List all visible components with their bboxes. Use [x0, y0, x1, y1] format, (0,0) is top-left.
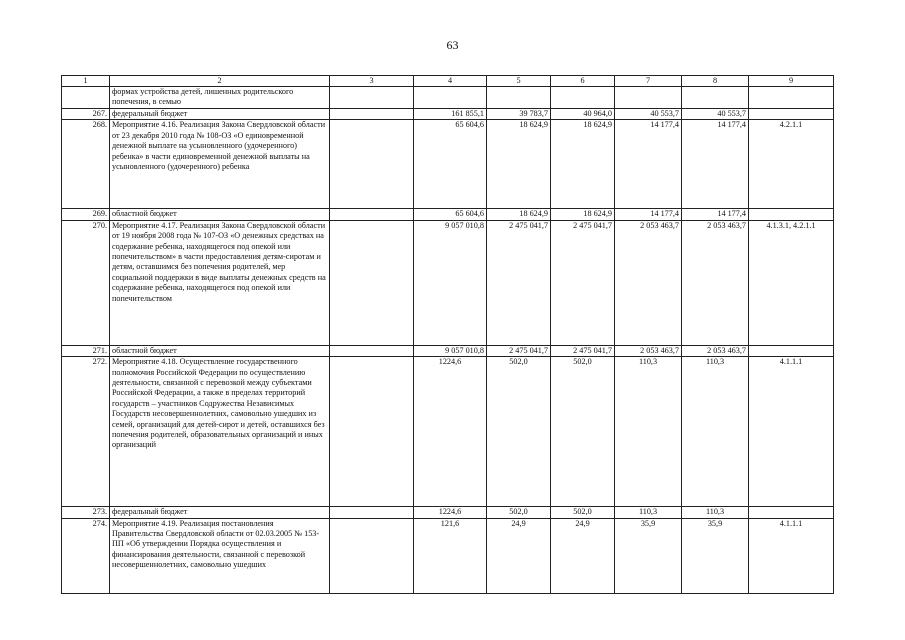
table-row — [62, 220, 834, 345]
table-row — [62, 345, 834, 356]
row-col-8: 14 177,4 — [682, 120, 749, 209]
header-col-3: 3 — [330, 76, 414, 87]
row-col-5: 2 475 041,7 — [487, 345, 551, 356]
row-col-8: 110,3 — [682, 357, 749, 507]
row-col-6: 18 624,9 — [551, 120, 615, 209]
row-description: Мероприятие 4.16. Реализация Закона Свердловской области от 23 декабря 2010 года № 108-ОЗ «О единовременной денежной выплате на усыновленного (удочеренного) ребенка» в части единовременной денежной выплаты на усыновленного (удочеренного) ребенка — [110, 120, 330, 209]
row-description: Мероприятие 4.17. Реализация Закона Свердловской области от 19 ноября 2008 года № 107-ОЗ «О денежных средствах на содержание ребенка, находящегося под опекой или попечительством» в части предоставления детям-сиротам и детям, оставшимся без попечения родителей, мер социальной поддержки в виде выплаты денежных средств на содержание ребенка, находящегося под опекой или попечительством — [110, 220, 330, 345]
row-number: 274. — [62, 518, 110, 593]
row-number: 269. — [62, 209, 110, 220]
row-col-5: 502,0 — [487, 507, 551, 518]
row-col-8: 40 553,7 — [682, 109, 749, 120]
row-col-6 — [551, 87, 615, 109]
row-col-9: 4.2.1.1 — [749, 120, 834, 209]
row-col-4: 161 855,1 — [414, 109, 487, 120]
header-col-7: 7 — [615, 76, 682, 87]
row-col-5: 39 783,7 — [487, 109, 551, 120]
row-col-4: 65 604,6 — [414, 209, 487, 220]
row-number: 271. — [62, 345, 110, 356]
row-col-3 — [330, 209, 414, 220]
row-col-9: 4.1.1.1 — [749, 357, 834, 507]
row-col-6: 502,0 — [551, 507, 615, 518]
row-number — [62, 87, 110, 109]
row-col-3 — [330, 87, 414, 109]
row-col-5: 2 475 041,7 — [487, 220, 551, 345]
table-row — [62, 120, 834, 209]
header-col-8: 8 — [682, 76, 749, 87]
row-col-9: 4.1.1.1 — [749, 518, 834, 593]
row-col-8: 2 053 463,7 — [682, 345, 749, 356]
row-col-3 — [330, 507, 414, 518]
row-description: Мероприятие 4.19. Реализация постановления Правительства Свердловской области от 02.03.2005 № 153-ПП «Об утверждении Порядка осуществления и финансирования деятельности, связанной с перевозкой несовершеннолетних, самовольно ушедших — [110, 518, 330, 593]
row-col-6: 2 475 041,7 — [551, 345, 615, 356]
row-col-4: 121,6 — [414, 518, 487, 593]
row-number: 270. — [62, 220, 110, 345]
row-col-5: 502,0 — [487, 357, 551, 507]
row-col-4: 9 057 010,8 — [414, 220, 487, 345]
row-number: 273. — [62, 507, 110, 518]
row-col-3 — [330, 109, 414, 120]
row-col-6: 40 964,0 — [551, 109, 615, 120]
row-col-9 — [749, 87, 834, 109]
row-description: формах устройства детей, лишенных родительского попечения, в семью — [110, 87, 330, 109]
row-col-4: 1224,6 — [414, 507, 487, 518]
row-col-5 — [487, 87, 551, 109]
header-col-9: 9 — [749, 76, 834, 87]
header-col-2: 2 — [110, 76, 330, 87]
row-col-3 — [330, 120, 414, 209]
row-col-8: 35,9 — [682, 518, 749, 593]
row-col-5: 18 624,9 — [487, 120, 551, 209]
row-col-8: 14 177,4 — [682, 209, 749, 220]
row-col-5: 24,9 — [487, 518, 551, 593]
row-number: 268. — [62, 120, 110, 209]
row-col-7: 14 177,4 — [615, 209, 682, 220]
page-number: 63 — [446, 38, 459, 52]
row-description: федеральный бюджет — [110, 507, 330, 518]
row-col-7: 2 053 463,7 — [615, 345, 682, 356]
row-col-4: 65 604,6 — [414, 120, 487, 209]
row-col-6: 18 624,9 — [551, 209, 615, 220]
row-description: областной бюджет — [110, 209, 330, 220]
header-col-4: 4 — [414, 76, 487, 87]
header-row — [62, 76, 834, 87]
row-col-5: 18 624,9 — [487, 209, 551, 220]
row-col-9 — [749, 507, 834, 518]
table-row — [62, 507, 834, 518]
header-col-5: 5 — [487, 76, 551, 87]
table-row — [62, 518, 834, 593]
row-description: Мероприятие 4.18. Осуществление государственного полномочия Российской Федерации по осуществлению деятельности, связанной с перевозкой между субъектами Российской Федерации, а также в пределах территорий государств – участников Содружества Независимых Государств несовершеннолетних, самовольно ушедших из семей, организаций для детей-сирот и детей, оставшихся без попечения родителей, образовательных организаций и иных организаций — [110, 357, 330, 507]
row-description: областной бюджет — [110, 345, 330, 356]
row-col-7 — [615, 87, 682, 109]
row-col-4: 9 057 010,8 — [414, 345, 487, 356]
row-col-9 — [749, 209, 834, 220]
row-col-7: 110,3 — [615, 357, 682, 507]
row-col-3 — [330, 518, 414, 593]
row-col-8: 110,3 — [682, 507, 749, 518]
row-col-9: 4.1.3.1, 4.2.1.1 — [749, 220, 834, 345]
row-col-8 — [682, 87, 749, 109]
row-col-3 — [330, 220, 414, 345]
table-row — [62, 87, 834, 109]
row-col-3 — [330, 345, 414, 356]
row-col-7: 40 553,7 — [615, 109, 682, 120]
table-row — [62, 357, 834, 507]
row-col-9 — [749, 345, 834, 356]
table-row — [62, 209, 834, 220]
row-col-6: 24,9 — [551, 518, 615, 593]
row-col-6: 2 475 041,7 — [551, 220, 615, 345]
budget-table — [61, 75, 834, 594]
row-col-6: 502,0 — [551, 357, 615, 507]
row-col-3 — [330, 357, 414, 507]
row-col-8: 2 053 463,7 — [682, 220, 749, 345]
row-number: 272. — [62, 357, 110, 507]
row-description: федеральный бюджет — [110, 109, 330, 120]
header-col-1: 1 — [62, 76, 110, 87]
row-col-4 — [414, 87, 487, 109]
row-number: 267. — [62, 109, 110, 120]
row-col-4: 1224,6 — [414, 357, 487, 507]
table-row — [62, 109, 834, 120]
row-col-7: 2 053 463,7 — [615, 220, 682, 345]
row-col-7: 35,9 — [615, 518, 682, 593]
row-col-9 — [749, 109, 834, 120]
row-col-7: 14 177,4 — [615, 120, 682, 209]
header-col-6: 6 — [551, 76, 615, 87]
row-col-7: 110,3 — [615, 507, 682, 518]
